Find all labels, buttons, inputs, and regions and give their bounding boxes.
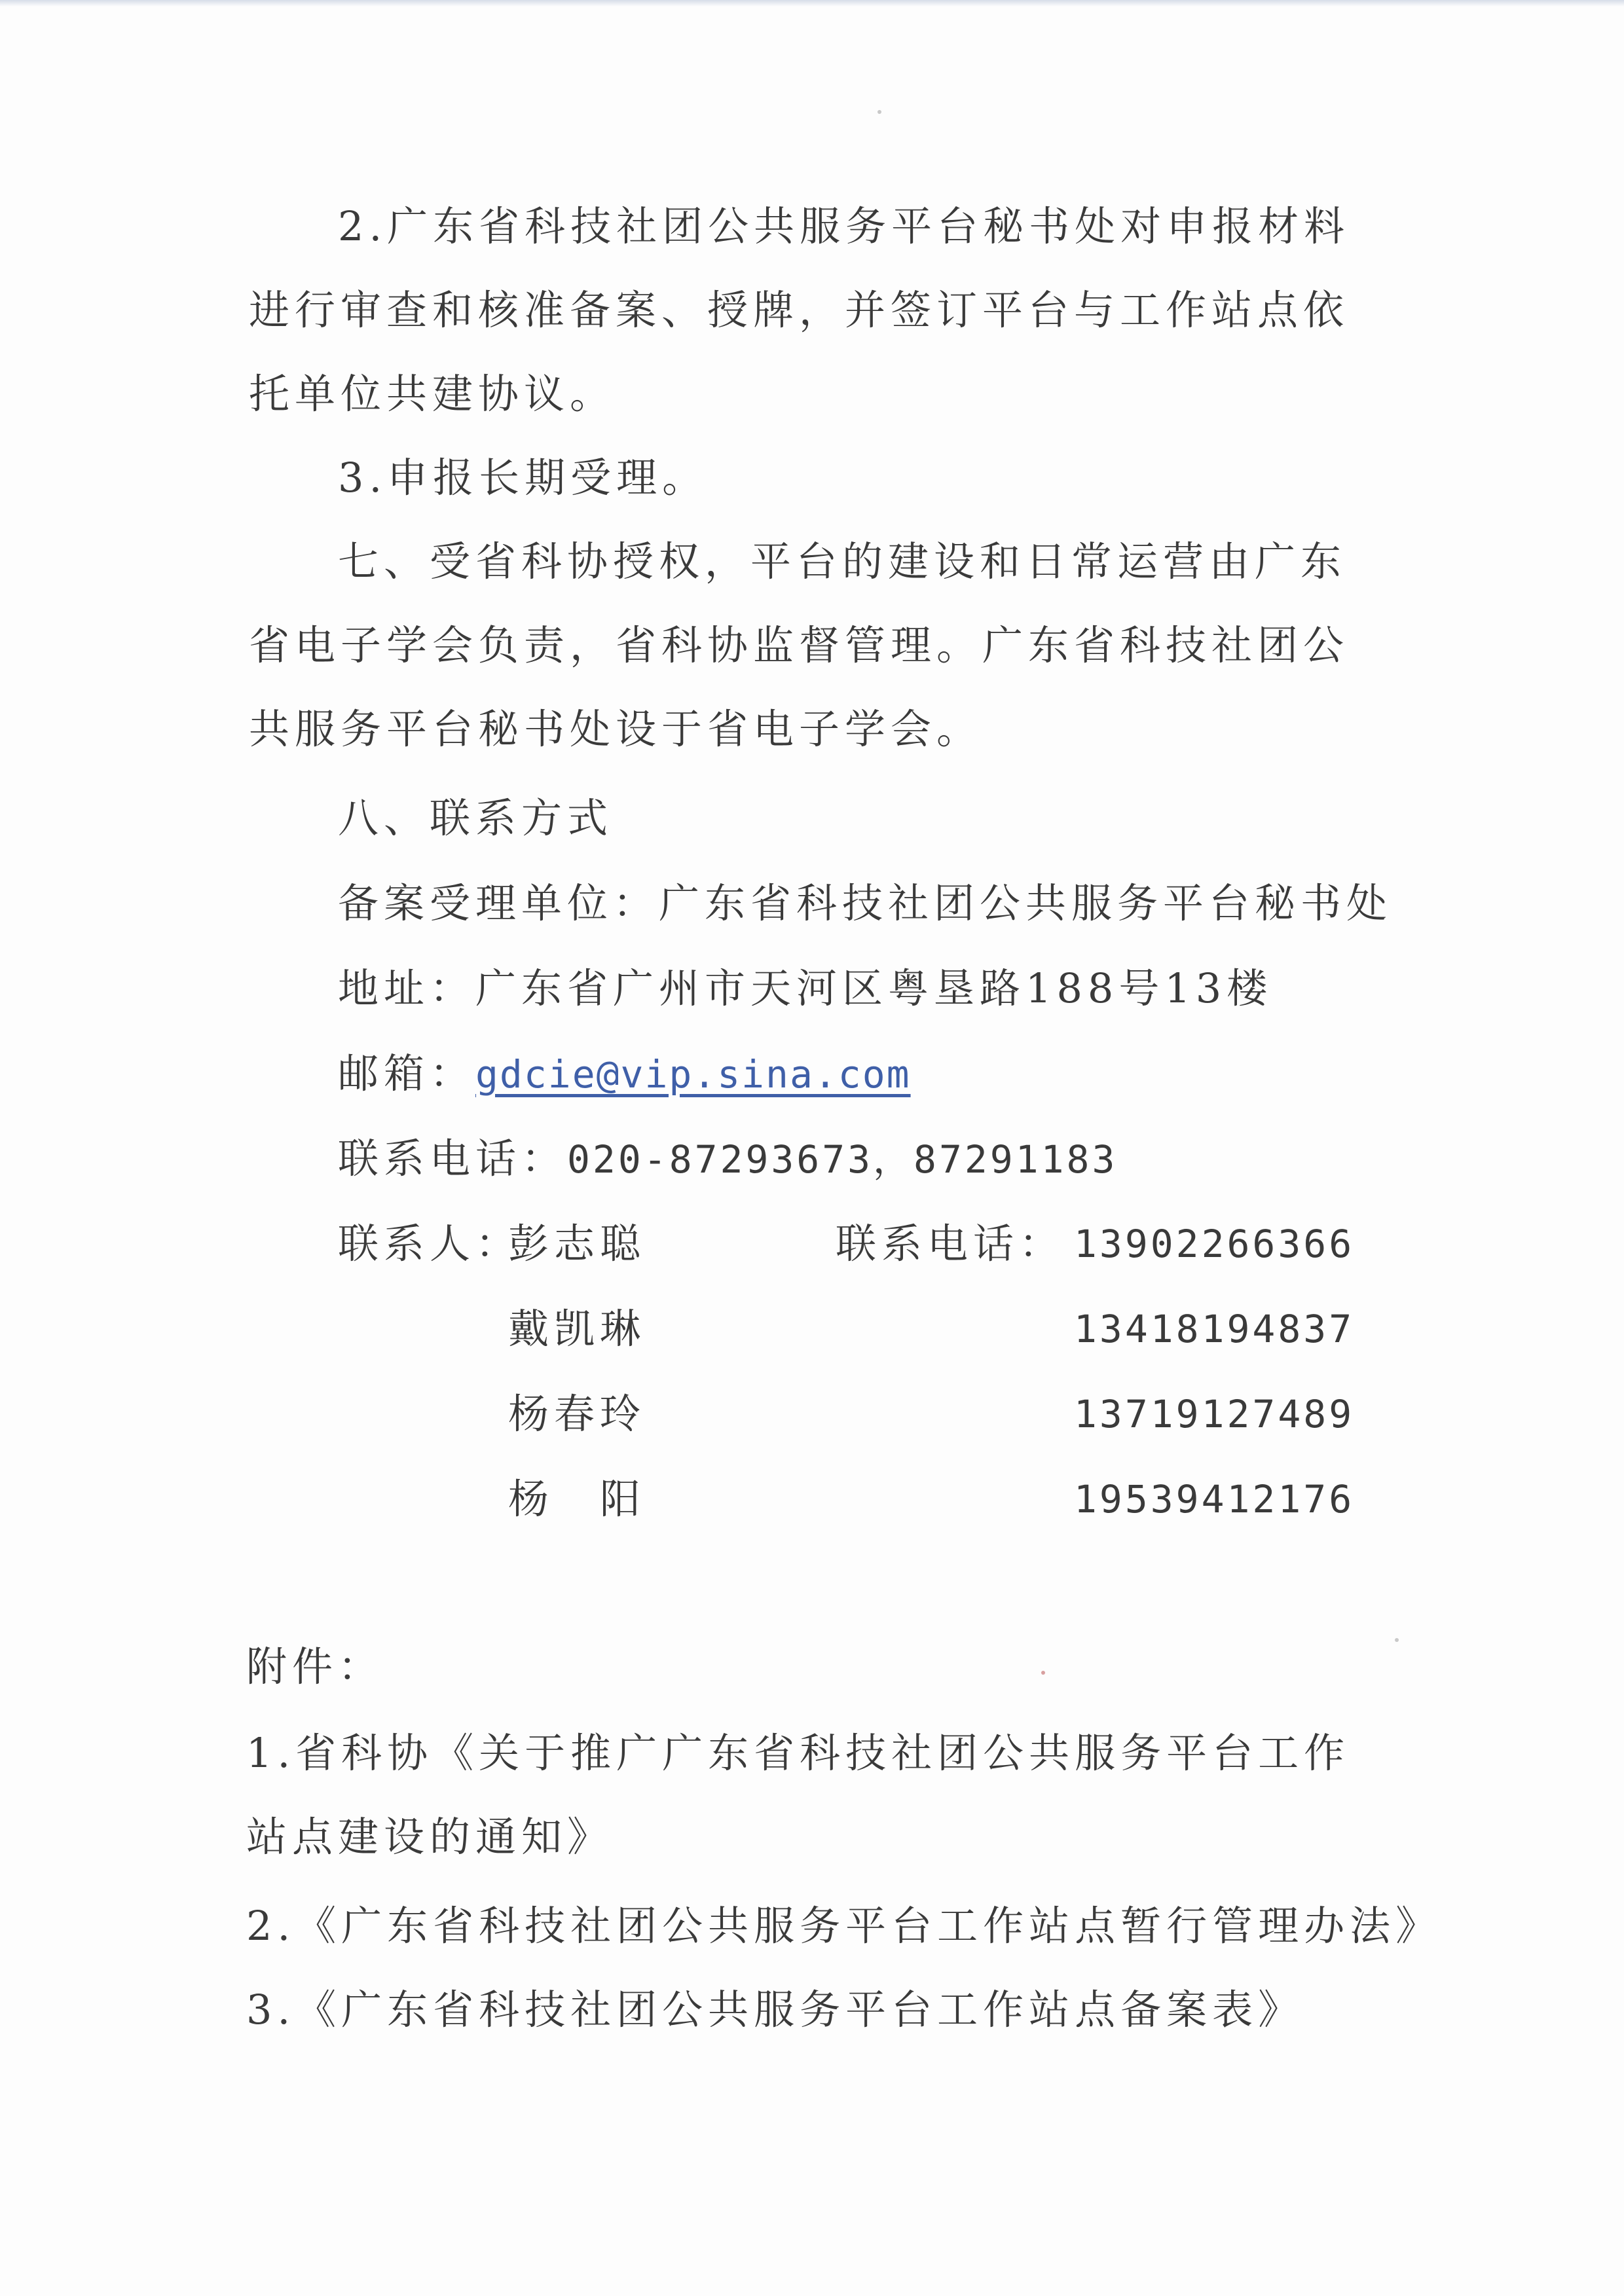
contact-person-phone: 13418194837: [1074, 1307, 1355, 1351]
attachment-item-2: 2.《广东省科技社团公共服务平台工作站点暂行管理办法》: [246, 1902, 1442, 1950]
contact-phone-value: 020-87293673，87291183: [567, 1137, 1118, 1182]
contact-address-value: 广东省广州市天河区粤垦路188号13楼: [475, 964, 1273, 1012]
contact-phone-row: [338, 1117, 1117, 1201]
scan-speck: [1041, 1671, 1045, 1675]
contact-address-row: [338, 947, 1272, 1030]
contact-person-phone: 13719127489: [1074, 1392, 1355, 1436]
contact-unit-row: [338, 862, 1392, 945]
contact-person-phone-label: 联系电话：: [836, 1220, 1065, 1267]
scan-top-edge: [0, 0, 1624, 7]
attachment-item-3: 3.《广东省科技社团公共服务平台工作站点备案表》: [246, 1986, 1304, 2033]
paragraph-section-7: 七、受省科协授权，平台的建设和日常运营由广东省电子学会负责，省科协监督管理。广东省科技社团公共服务平台秘书处设于省电子学会。: [249, 538, 1350, 753]
scan-speck: [1395, 1638, 1399, 1642]
contact-phone-label: 联系电话：: [338, 1135, 568, 1182]
paragraph-item-2: 2.广东省科技社团公共服务平台秘书处对申报材料进行审查和核准备案、授牌，并签订平台与工作站点依托单位共建协议。: [249, 202, 1350, 418]
contact-unit-label: 备案受理单位：: [338, 879, 659, 927]
contact-email-label: 邮箱：: [338, 1049, 476, 1097]
contact-person-name: 戴凯琳: [508, 1305, 646, 1353]
attachments-label: 附件：: [246, 1643, 384, 1690]
contact-person-name: 彭志聪: [508, 1220, 646, 1267]
paragraph-item-3: 3.申报长期受理。: [338, 454, 709, 501]
contact-email-row: [338, 1032, 911, 1116]
contact-person-name: 杨 阳: [508, 1475, 646, 1523]
contact-person-phone: 19539412176: [1074, 1477, 1355, 1522]
contact-person-label: 联系人：: [338, 1220, 522, 1267]
contact-unit-value: 广东省科技社团公共服务平台秘书处: [659, 879, 1393, 927]
contact-person-phone: 13902266366: [1074, 1222, 1355, 1266]
heading-contact: 八、联系方式: [338, 794, 614, 842]
contact-person-name: 杨春玲: [508, 1390, 646, 1438]
attachment-item-1: 1.省科协《关于推广广东省科技社团公共服务平台工作站点建设的通知》: [246, 1729, 1350, 1861]
contact-email-link[interactable]: gdcie@vip.sina.com: [475, 1052, 911, 1097]
contact-address-label: 地址：: [338, 964, 476, 1012]
scan-speck: [877, 110, 881, 114]
